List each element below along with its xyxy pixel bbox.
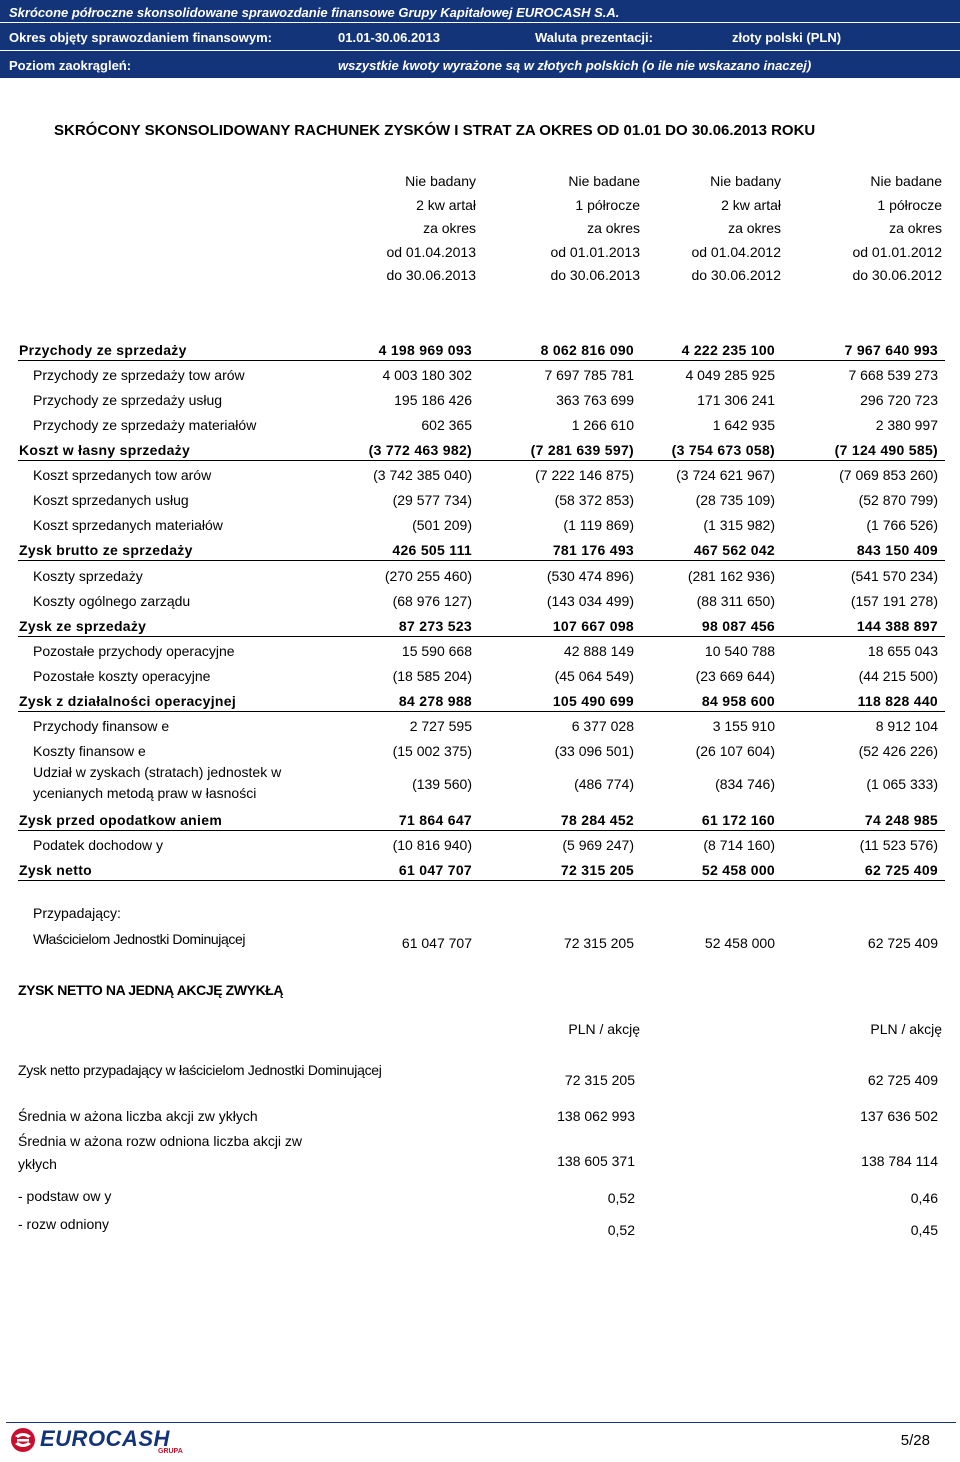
- row-label: Koszt w łasny sprzedaży: [19, 442, 191, 458]
- logo-text: EUROCASH: [40, 1426, 170, 1451]
- period-label: Okres objęty sprawozdaniem finansowym:: [9, 30, 272, 45]
- row-underline: [18, 711, 945, 712]
- row-value-4: (157 191 278): [850, 593, 938, 609]
- row-value-3: (281 162 936): [687, 568, 775, 584]
- row-value-2: 7 697 785 781: [544, 367, 634, 383]
- eps-unit-1: PLN / akcję: [568, 1021, 640, 1037]
- logo-subtext: GRUPA: [158, 1448, 183, 1455]
- row-label: Koszt sprzedanych materiałów: [33, 517, 223, 533]
- eps-weighted-shares-2013: 138 062 993: [557, 1108, 635, 1124]
- column-header-3-za: za okres: [728, 220, 781, 236]
- row-value-1: (3 772 463 982): [368, 442, 472, 458]
- row-value-1: 84 278 988: [398, 693, 472, 709]
- rounding-value: wszystkie kwoty wyrażone są w złotych polskich (o ile nie wskazano inaczej): [338, 58, 812, 73]
- table-row: [0, 714, 960, 738]
- row-value-2: (33 096 501): [554, 743, 634, 759]
- eps-diluted-2012: 0,45: [910, 1222, 938, 1238]
- row-label: Zysk z działalności operacyjnej: [19, 693, 237, 709]
- row-value-3: 84 958 600: [701, 693, 775, 709]
- row-value-4: 7 967 640 993: [844, 342, 938, 358]
- row-value-1: 61 047 707: [398, 862, 472, 878]
- row-value-3: (834 746): [715, 776, 775, 792]
- row-underline: [18, 460, 945, 461]
- table-row: [0, 664, 960, 688]
- row-value-3: 52 458 000: [701, 862, 775, 878]
- row-value-2: 781 176 493: [552, 542, 634, 558]
- eps-weighted-shares-2012: 137 636 502: [860, 1108, 938, 1124]
- report-header-period-bar: [0, 23, 960, 50]
- column-header-3-period: 2 kw artał: [721, 196, 781, 213]
- column-header-4-from: od 01.01.2012: [852, 243, 942, 260]
- column-header-2-period: 1 półrocze: [575, 196, 640, 213]
- row-value-1: 602 365: [421, 417, 472, 433]
- row-value-1: 2 727 595: [409, 718, 472, 734]
- table-row: [0, 488, 960, 512]
- row-value-1: 195 186 426: [394, 392, 472, 408]
- row-value-1: 426 505 111: [392, 542, 472, 558]
- eps-diluted-shares-2012: 138 784 114: [861, 1153, 938, 1169]
- row-label: Udział w zyskach (stratach) jednostek w ycenianych metodą praw w łasności: [33, 764, 282, 801]
- table-row: [0, 564, 960, 588]
- row-value-4: (7 124 490 585): [834, 442, 938, 458]
- row-label: Zysk ze sprzedaży: [19, 618, 147, 634]
- row-value-3: (3 724 621 967): [676, 467, 775, 483]
- row-value-2: (143 034 499): [546, 593, 634, 609]
- row-value-4: (1 065 333): [866, 776, 938, 792]
- row-value-3: 98 087 456: [701, 618, 775, 634]
- table-row: [0, 614, 960, 638]
- row-value-4: (1 766 526): [866, 517, 938, 533]
- row-underline: [18, 880, 945, 881]
- row-value-2: 363 763 699: [556, 392, 634, 408]
- row-value-2: 107 667 098: [552, 618, 634, 634]
- row-underline: [18, 636, 945, 637]
- row-value-2: 6 377 028: [571, 718, 634, 734]
- row-underline: [18, 560, 945, 561]
- row-label: Zysk netto: [19, 862, 93, 878]
- row-value-3: 3 155 910: [712, 718, 775, 734]
- row-value-2: 105 490 699: [552, 693, 634, 709]
- column-header-2-za: za okres: [587, 220, 640, 236]
- currency-label: Waluta prezentacji:: [535, 30, 653, 45]
- row-value-1: (139 560): [412, 776, 472, 792]
- row-value-4: (52 870 799): [858, 492, 938, 508]
- row-value-1: 4 003 180 302: [382, 367, 472, 383]
- row-value-4: 118 828 440: [857, 693, 938, 709]
- statement-title: SKRÓCONY SKONSOLIDOWANY RACHUNEK ZYSKÓW I STRAT ZA OKRES OD 01.01 DO 30.06.2013 ROKU: [54, 122, 816, 139]
- row-value-4: 296 720 723: [860, 392, 938, 408]
- row-value-3: (1 315 982): [703, 517, 775, 533]
- row-value-4: 144 388 897: [856, 618, 938, 634]
- row-value-2: (5 969 247): [562, 837, 634, 853]
- row-value-1: (29 577 734): [392, 492, 472, 508]
- row-value-1: (15 002 375): [392, 743, 472, 759]
- table-row: [0, 338, 960, 362]
- row-value-2: (7 222 146 875): [535, 467, 634, 483]
- eps-label-weighted-shares: Średnia w ażona liczba akcji zw ykłych: [18, 1108, 258, 1124]
- row-underline: [18, 830, 945, 831]
- row-value-2: 72 315 205: [560, 862, 634, 878]
- column-header-2-status: Nie badane: [568, 173, 640, 189]
- eps-title: ZYSK NETTO NA JEDNĄ AKCJĘ ZWYKŁĄ: [18, 982, 284, 998]
- report-header-title-bar: [0, 0, 960, 22]
- row-label: Podatek dochodow y: [33, 837, 163, 853]
- row-value-3: 171 306 241: [697, 392, 775, 408]
- row-value-1: (18 585 204): [392, 668, 472, 684]
- row-value-4: 18 655 043: [867, 643, 938, 659]
- table-row: [0, 808, 960, 832]
- eps-label-basic: - podstaw ow y: [18, 1188, 112, 1204]
- page-number: 5/28: [900, 1432, 930, 1449]
- row-value-1: (270 255 460): [384, 568, 472, 584]
- row-value-2: (1 119 869): [563, 517, 634, 533]
- row-underline: [18, 360, 945, 361]
- column-header-4-to: do 30.06.2012: [852, 267, 942, 283]
- row-label: Przychody ze sprzedaży usług: [33, 392, 223, 408]
- row-value-4: 2 380 997: [875, 417, 938, 433]
- report-header-title: Skrócone półroczne skonsolidowane sprawozdanie finansowe Grupy Kapitałowej EUROCASH S.A.: [9, 5, 620, 20]
- table-row: [0, 739, 960, 763]
- column-header-3-to: do 30.06.2012: [691, 267, 781, 283]
- row-value-3: (88 311 650): [696, 593, 775, 609]
- eps-diluted-shares-2013: 138 605 371: [557, 1153, 635, 1169]
- row-value-4: (7 069 853 260): [839, 467, 938, 483]
- row-value-3: 61 172 160: [701, 812, 775, 828]
- row-value-4: (44 215 500): [858, 668, 938, 684]
- row-value-3: (26 107 604): [695, 743, 775, 759]
- table-row: [0, 689, 960, 713]
- row-label: Koszt sprzedanych tow arów: [33, 467, 212, 483]
- eps-label-diluted: - rozw odniony: [18, 1216, 110, 1232]
- row-value-1: (3 742 385 040): [373, 467, 472, 483]
- row-value-1: (68 976 127): [392, 593, 472, 609]
- column-header-4-period: 1 półrocze: [877, 196, 942, 213]
- table-row: [0, 413, 960, 437]
- row-value-3: 4 049 285 925: [685, 367, 775, 383]
- row-label: Przychody ze sprzedaży: [19, 342, 187, 358]
- row-value-3: (28 735 109): [695, 492, 775, 508]
- eps-label-net-profit: Zysk netto przypadający w łaścicielom Jednostki Dominującej: [18, 1062, 382, 1078]
- row-label: Zysk brutto ze sprzedaży: [19, 542, 193, 558]
- row-value-3: (3 754 673 058): [671, 442, 775, 458]
- table-row: [0, 639, 960, 663]
- table-row: [0, 513, 960, 537]
- row-value-1: 15 590 668: [401, 643, 472, 659]
- table-row: [0, 833, 960, 857]
- row-label: Przychody ze sprzedaży tow arów: [33, 367, 245, 383]
- row-value-3: 1 642 935: [712, 417, 775, 433]
- row-label: Pozostałe koszty operacyjne: [33, 668, 211, 684]
- row-value-1: 71 864 647: [398, 812, 472, 828]
- attributable-value-4: 62 725 409: [867, 935, 938, 951]
- row-value-2: (45 064 549): [554, 668, 634, 684]
- attributable-value-1: 61 047 707: [401, 935, 472, 951]
- row-label: Koszt sprzedanych usług: [33, 492, 189, 508]
- column-header-4-status: Nie badane: [870, 173, 942, 189]
- column-header-1-period: 2 kw artał: [416, 196, 476, 213]
- row-value-4: (541 570 234): [850, 568, 938, 584]
- attributable-heading: Przypadający:: [33, 905, 121, 921]
- row-value-1: 4 198 969 093: [378, 342, 472, 358]
- row-label: Przychody finansow e: [33, 718, 170, 734]
- column-header-3-status: Nie badany: [710, 173, 781, 189]
- row-value-4: (11 523 576): [859, 837, 938, 853]
- row-label: Koszty finansow e: [33, 743, 146, 759]
- row-value-1: 87 273 523: [398, 618, 472, 634]
- attributable-label: Właścicielom Jednostki Dominującej: [33, 931, 246, 947]
- row-value-3: (8 714 160): [703, 837, 775, 853]
- eps-basic-2012: 0,46: [910, 1190, 938, 1206]
- rounding-label: Poziom zaokrągleń:: [9, 58, 132, 73]
- table-row: [0, 463, 960, 487]
- row-value-2: 78 284 452: [560, 812, 634, 828]
- report-header-rounding-bar: [0, 51, 960, 78]
- table-row: [0, 538, 960, 562]
- row-label: Pozostałe przychody operacyjne: [33, 643, 235, 659]
- attributable-value-2: 72 315 205: [563, 935, 634, 951]
- table-row: [0, 363, 960, 387]
- column-header-1-status: Nie badany: [405, 173, 476, 189]
- column-header-4-za: za okres: [889, 220, 942, 236]
- eps-diluted-2013: 0,52: [607, 1222, 635, 1238]
- eps-net-profit-2013: 72 315 205: [564, 1072, 635, 1088]
- period-value: 01.01-30.06.2013: [338, 30, 440, 45]
- row-value-2: 1 266 610: [571, 417, 634, 433]
- attributable-value-3: 52 458 000: [704, 935, 775, 951]
- row-label: Koszty sprzedaży: [33, 568, 143, 584]
- table-row: [0, 388, 960, 412]
- row-label: Koszty ogólnego zarządu: [33, 593, 191, 609]
- column-header-1-za: za okres: [423, 220, 476, 236]
- table-row: [0, 589, 960, 613]
- row-value-4: (52 426 226): [858, 743, 938, 759]
- row-value-4: 8 912 104: [875, 718, 938, 734]
- column-header-2-to: do 30.06.2013: [550, 267, 640, 283]
- column-header-3-from: od 01.04.2012: [691, 243, 781, 260]
- row-value-2: (58 372 853): [554, 492, 634, 508]
- footer-divider: [6, 1422, 956, 1423]
- eps-basic-2013: 0,52: [607, 1190, 635, 1206]
- row-value-3: 10 540 788: [704, 643, 775, 659]
- row-value-4: 843 150 409: [856, 542, 938, 558]
- column-header-2-from: od 01.01.2013: [550, 243, 640, 260]
- row-label: Zysk przed opodatkow aniem: [19, 812, 223, 828]
- table-row: [0, 858, 960, 882]
- row-value-3: (23 669 644): [695, 668, 775, 684]
- row-label: Przychody ze sprzedaży materiałów: [33, 417, 257, 433]
- column-header-1-from: od 01.04.2013: [386, 243, 476, 260]
- row-value-3: 467 562 042: [693, 542, 775, 558]
- row-value-2: 42 888 149: [563, 643, 634, 659]
- row-value-1: (10 816 940): [392, 837, 472, 853]
- row-value-1: (501 209): [412, 517, 472, 533]
- row-value-4: 7 668 539 273: [848, 367, 938, 383]
- row-value-3: 4 222 235 100: [681, 342, 775, 358]
- row-value-2: (486 774): [574, 776, 634, 792]
- eps-net-profit-2012: 62 725 409: [867, 1072, 938, 1088]
- row-value-2: 8 062 816 090: [540, 342, 634, 358]
- column-header-1-to: do 30.06.2013: [386, 267, 476, 283]
- row-value-4: 74 248 985: [864, 812, 938, 828]
- row-value-2: (7 281 639 597): [530, 442, 634, 458]
- eurocash-logo: [8, 1424, 198, 1456]
- currency-value: złoty polski (PLN): [732, 30, 842, 45]
- row-value-2: (530 474 896): [546, 568, 634, 584]
- row-value-4: 62 725 409: [864, 862, 938, 878]
- eps-unit-2: PLN / akcję: [870, 1021, 942, 1037]
- table-row: [0, 762, 960, 804]
- table-row: [0, 438, 960, 462]
- eps-label-diluted-shares: Średnia w ażona rozw odniona liczba akcji zw ykłych: [18, 1133, 303, 1172]
